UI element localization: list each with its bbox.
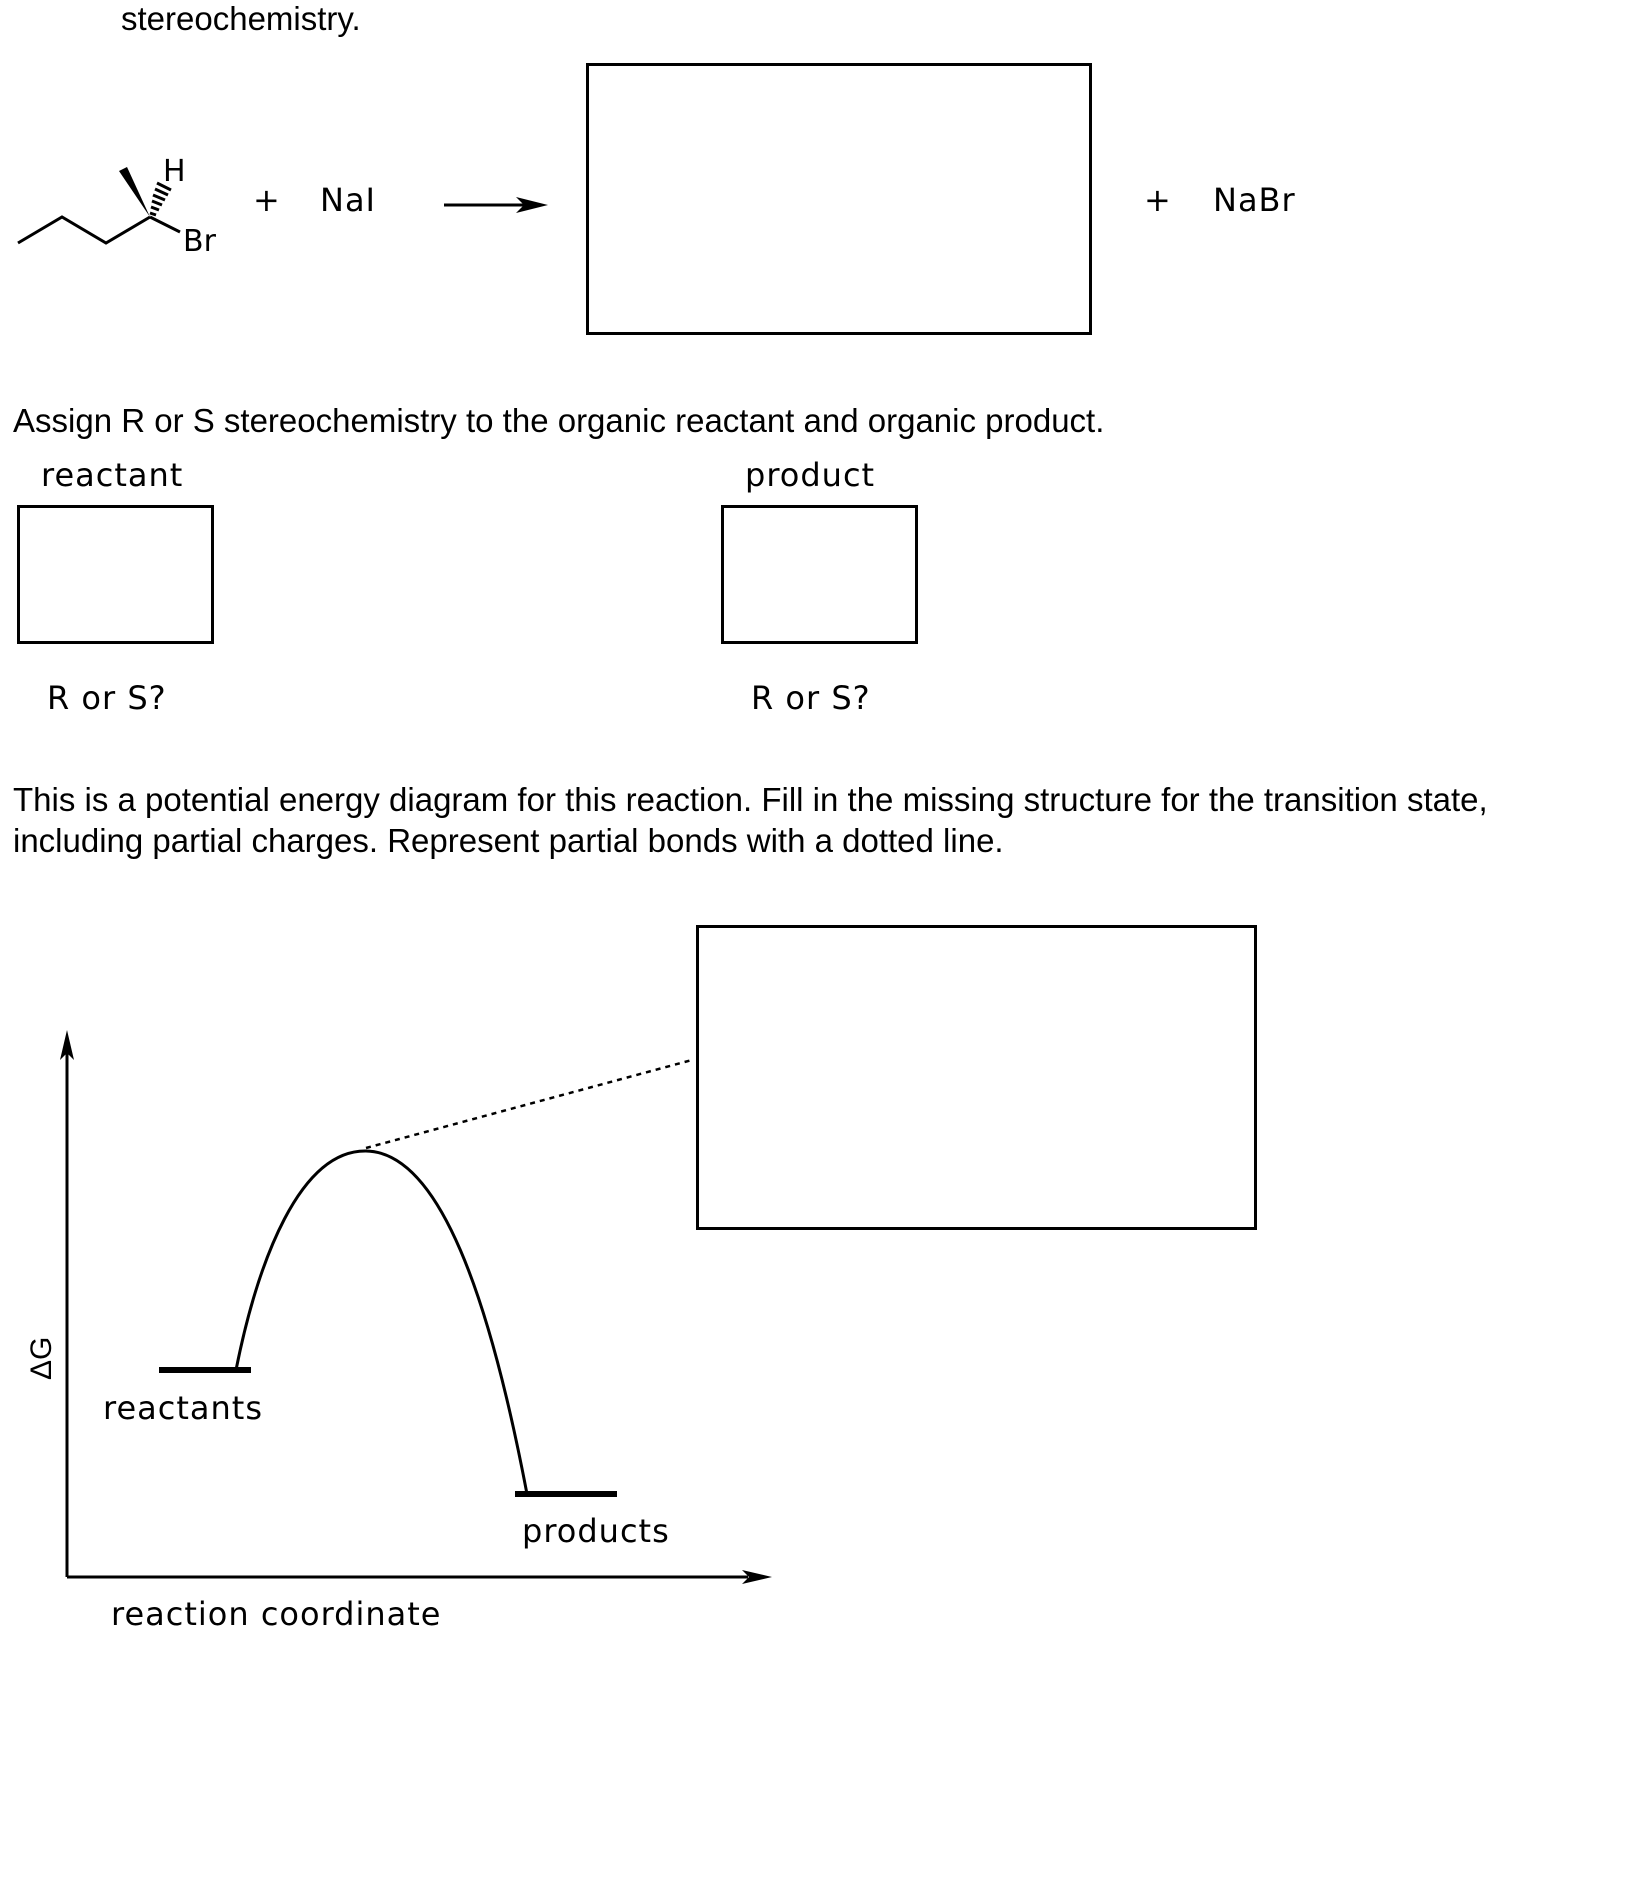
- energy-curve: [236, 1151, 527, 1494]
- energy-instruction-line2: including partial charges. Represent partial bonds with a dotted line.: [13, 822, 1004, 859]
- atom-br: Br: [183, 224, 216, 259]
- header-fragment: stereochemistry.: [121, 0, 361, 37]
- reactant-rs-prompt: R or S?: [47, 679, 167, 717]
- y-axis-label: ΔG: [25, 1336, 58, 1380]
- x-axis-label: reaction coordinate: [111, 1595, 442, 1633]
- energy-instruction-line1: This is a potential energy diagram for this reaction. Fill in the missing structure for the transition state,: [13, 781, 1488, 818]
- products-label: products: [522, 1512, 670, 1550]
- product-rs-prompt: R or S?: [751, 679, 871, 717]
- atom-h: H: [163, 154, 186, 189]
- plus-sign-2: +: [1144, 181, 1171, 219]
- byproduct-nabr: NaBr: [1213, 181, 1296, 219]
- reactants-label: reactants: [103, 1389, 263, 1427]
- transition-state-connector: [366, 1060, 692, 1148]
- transition-state-box[interactable]: [696, 925, 1257, 1230]
- reactant-label: reactant: [41, 456, 184, 494]
- reagent-nai: NaI: [320, 181, 376, 219]
- plus-sign-1: +: [253, 181, 280, 219]
- stereo-instruction: Assign R or S stereochemistry to the organic reactant and organic product.: [13, 402, 1105, 439]
- product-label: product: [745, 456, 876, 494]
